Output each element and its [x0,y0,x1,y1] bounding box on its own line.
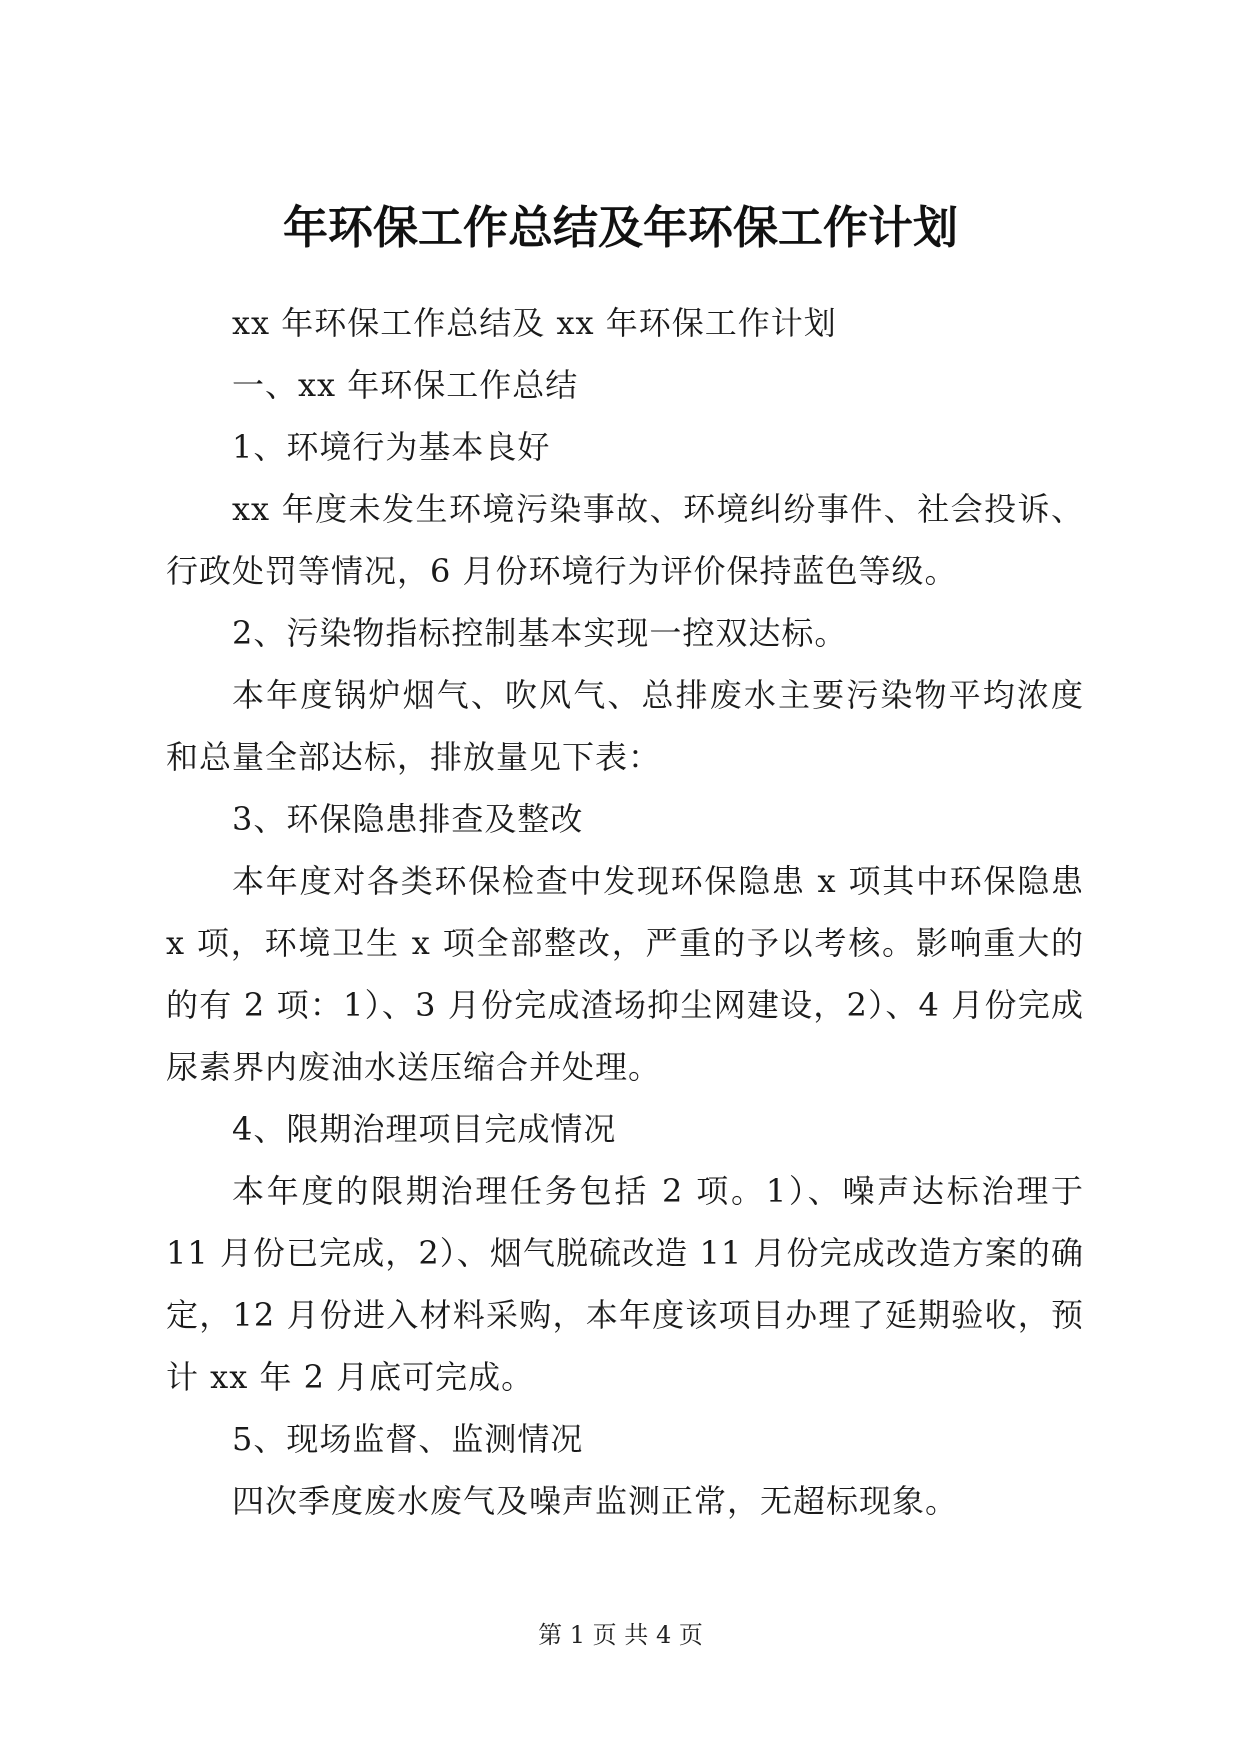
subsection-heading: 2、污染物指标控制基本实现一控双达标。 [232,614,848,652]
paragraph: 本年度锅炉烟气、吹风气、总排废水主要污染物平均浓度和总量全部达标，排放量见下表： [166,676,1084,776]
section-heading: 一、xx 年环保工作总结 [232,366,579,404]
paragraph: 四次季度废水废气及噪声监测正常，无超标现象。 [232,1482,959,1520]
subsection-heading: 1、环境行为基本良好 [232,428,551,466]
subsection-heading: 4、限期治理项目完成情况 [232,1110,617,1148]
subsection-heading: 3、环保隐患排查及整改 [232,800,584,838]
document-title: 年环保工作总结及年环保工作计划 [282,201,958,254]
document-body [166,292,1084,1532]
subsection-heading: 5、现场监督、监测情况 [232,1420,584,1458]
paragraph: 本年度的限期治理任务包括 2 项。1）、噪声达标治理于 11 月份已完成，2）、烟气脱硫改造 11 月份完成改造方案的确定，12 月份进入材料采购，本年度该项目办理了延期验收，预计 xx 年 2 月底可完成。 [166,1172,1084,1396]
paragraph: 本年度对各类环保检查中发现环保隐患 x 项其中环保隐患 x 项，环境卫生 x 项全部整改，严重的予以考核。影响重大的的有 2 项：1）、3 月份完成渣场抑尘网建设，2）、4 月份完成尿素界内废油水送压缩合并处理。 [166,862,1084,1086]
page-footer: 第 1 页 共 4 页 [538,1621,703,1649]
paragraph: xx 年度未发生环境污染事故、环境纠纷事件、社会投诉、行政处罚等情况，6 月份环境行为评价保持蓝色等级。 [166,490,1084,590]
paragraph: xx 年环保工作总结及 xx 年环保工作计划 [232,304,837,342]
